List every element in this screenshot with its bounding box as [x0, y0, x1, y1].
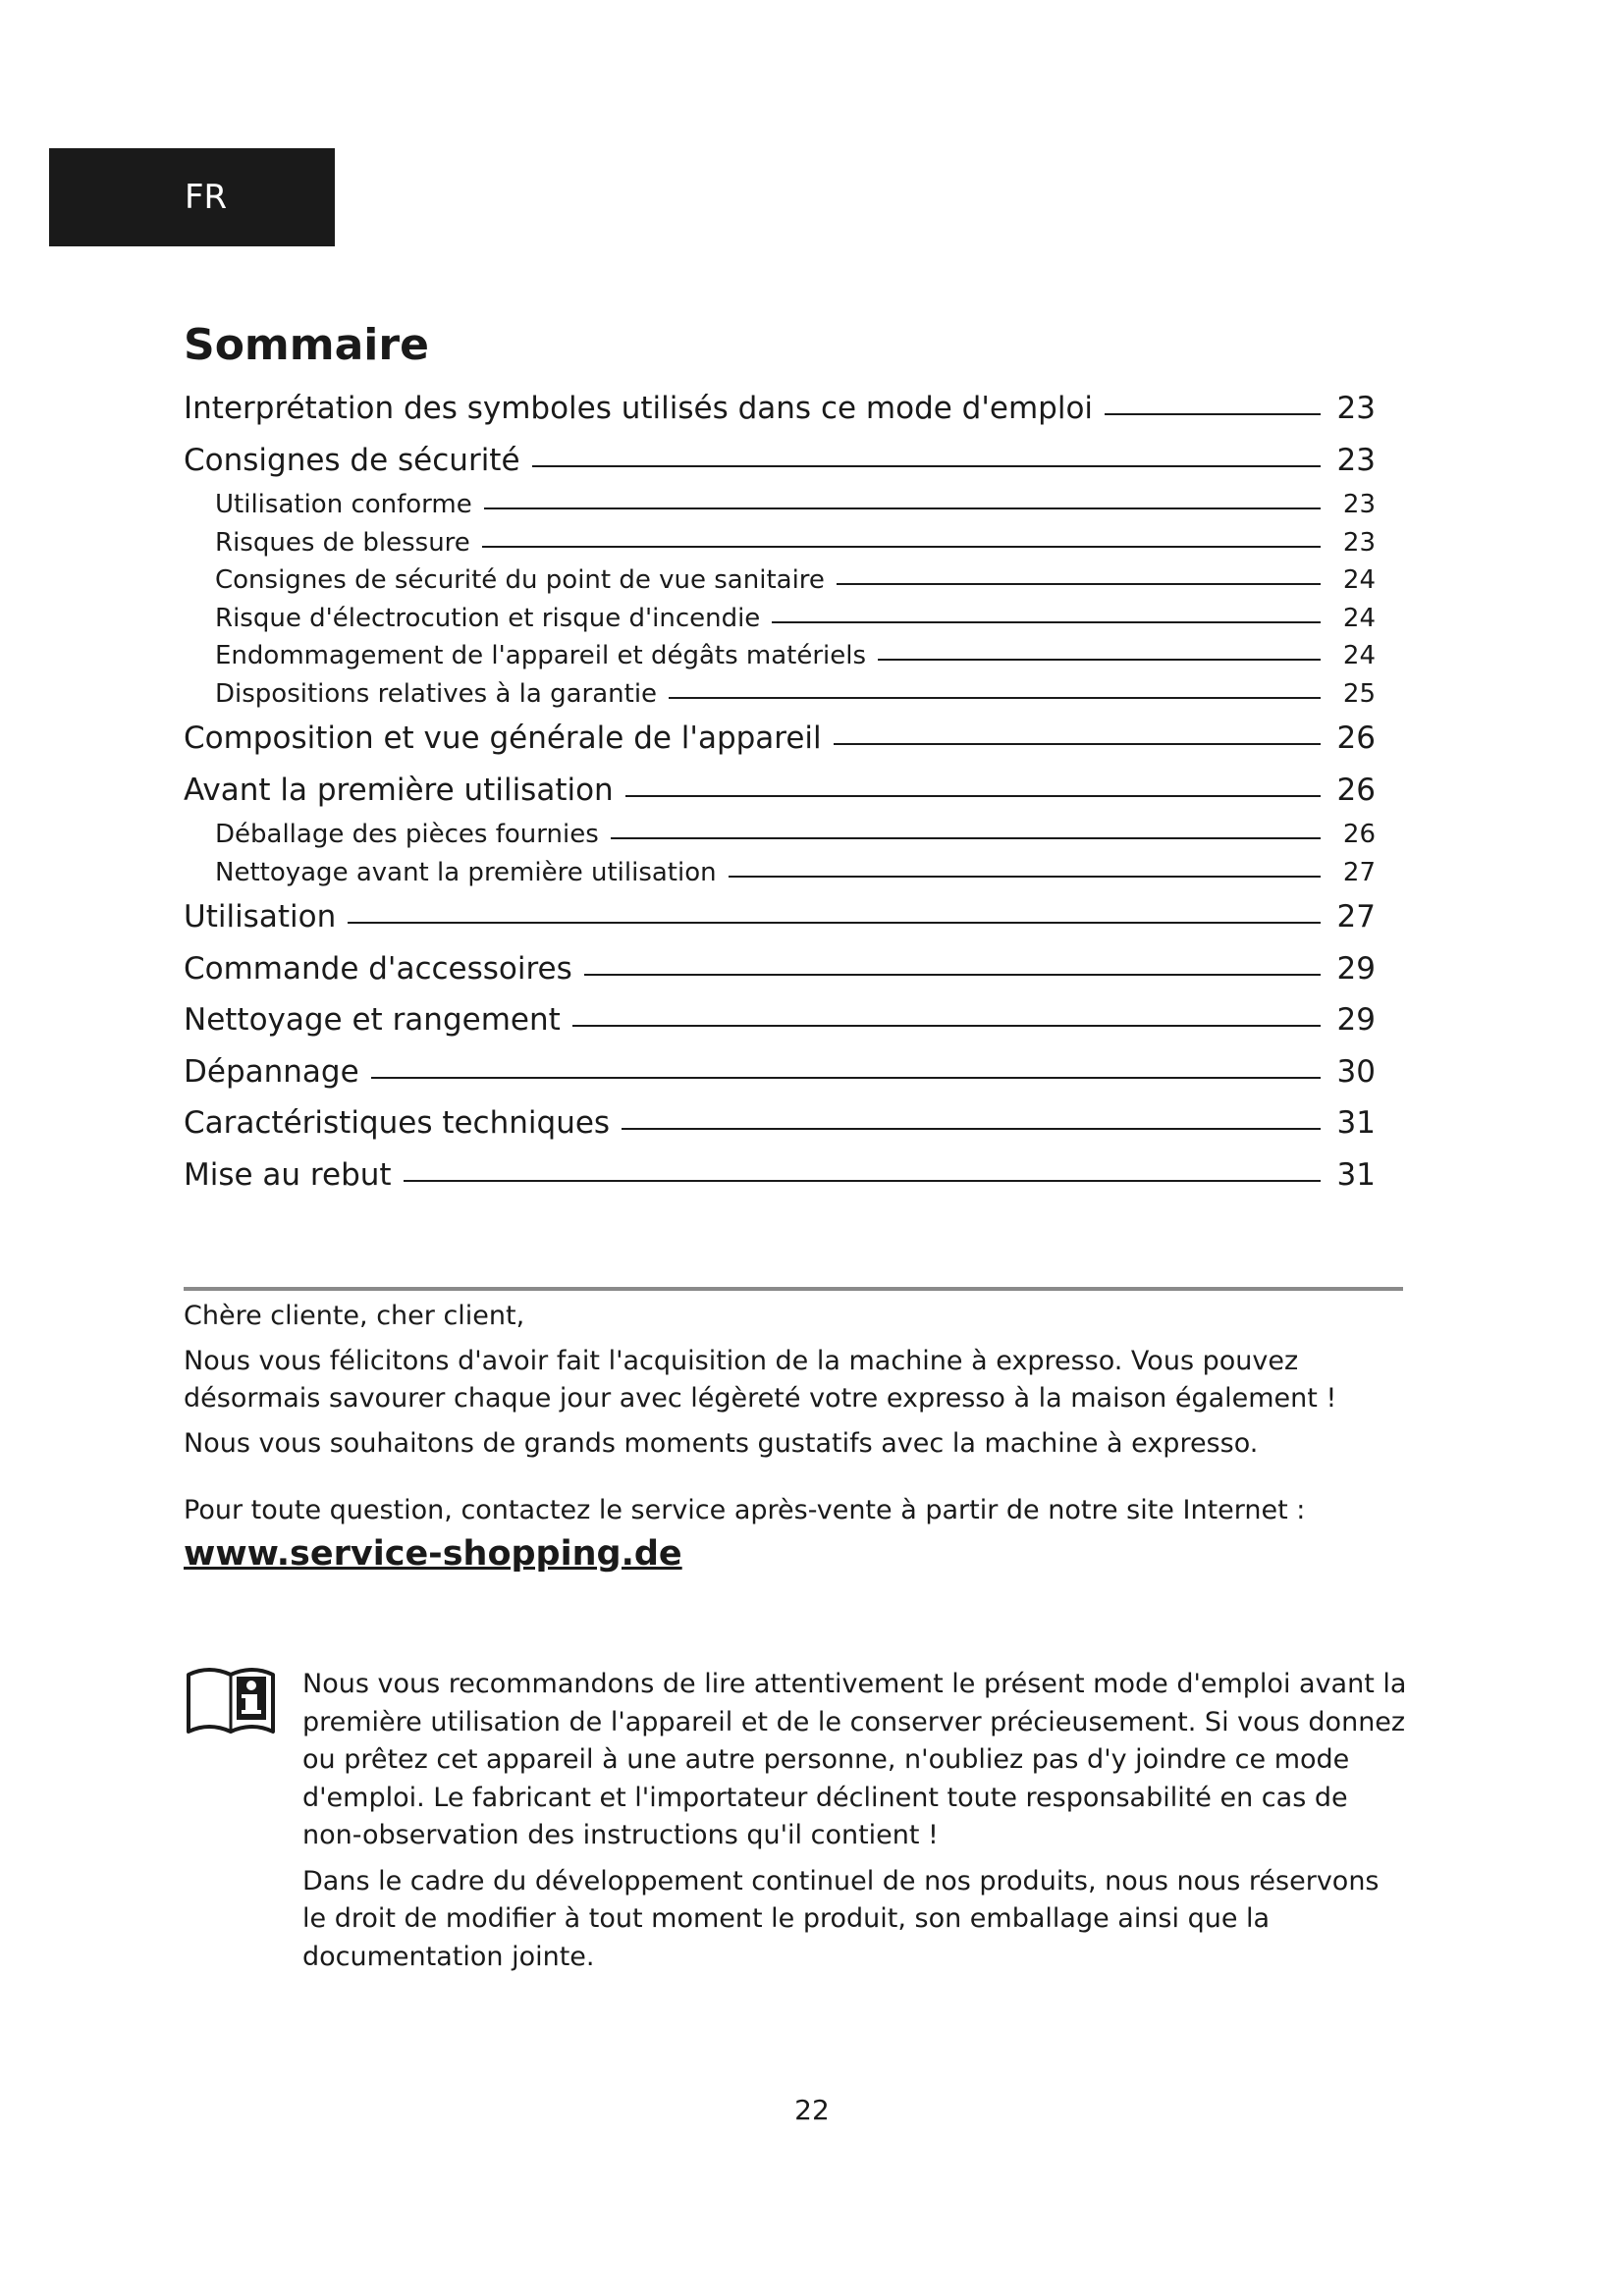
- toc-leader-line: [482, 546, 1321, 548]
- language-label: FR: [185, 178, 228, 217]
- toc-entry[interactable]: [184, 713, 1376, 765]
- toc-entry-page: 24: [1342, 641, 1376, 670]
- toc-entry-label: Consignes de sécurité du point de vue sanitaire: [215, 565, 825, 595]
- toc-entry-label: Caractéristiques techniques: [184, 1105, 611, 1141]
- toc-leader-line: [837, 583, 1321, 585]
- toc-leader-line: [625, 795, 1321, 797]
- toc-leader-line: [772, 621, 1321, 623]
- toc-entry-label: Composition et vue générale de l'appareil: [184, 721, 822, 756]
- toc-entry-page: 29: [1336, 1002, 1376, 1038]
- toc-entry-page: 26: [1342, 820, 1376, 849]
- toc-leader-line: [834, 743, 1321, 745]
- toc-entry-page: 23: [1342, 490, 1376, 519]
- toc-entry-label: Commande d'accessoires: [184, 950, 572, 987]
- toc-entry-page: 23: [1336, 442, 1376, 478]
- notice-paragraph-1: Nous vous recommandons de lire attentivement le présent mode d'emploi avant la première utilisation de l'appareil et de le conserver précieusement. Si vous donnez ou prêtez cet appareil à une autre personne, n'oubliez pas d'y joindre ce mode d'emploi. Le fabricant et l'importateur déclinent toute responsabilité en cas de non-observation des instructions qu'il contient !: [302, 1669, 1407, 1850]
- toc-leader-line: [878, 659, 1321, 661]
- toc-entry-label: Déballage des pièces fournies: [215, 820, 599, 849]
- toc-entry-label: Endommagement de l'appareil et dégâts matériels: [215, 641, 867, 670]
- toc-entry[interactable]: [184, 891, 1376, 943]
- toc-entry-label: Risque d'électrocution et risque d'incendie: [215, 603, 761, 633]
- toc-leader-line: [622, 1128, 1321, 1130]
- toc-entry-page: 24: [1342, 603, 1376, 633]
- toc-leader-line: [1105, 413, 1321, 415]
- toc-entry-label: Dispositions relatives à la garantie: [215, 678, 658, 709]
- toc-entry[interactable]: [184, 1046, 1376, 1098]
- toc-entry[interactable]: [184, 1097, 1376, 1149]
- toc-leader-line: [371, 1077, 1321, 1079]
- toc-leader-line: [484, 507, 1321, 509]
- toc-entry-page: 26: [1336, 721, 1376, 756]
- intro-paragraph-1: Nous vous félicitons d'avoir fait l'acquisition de la machine à expresso. Vous pouvez désormais savourer chaque jour avec légèreté votre expresso à la maison également !: [184, 1346, 1337, 1414]
- toc-title: Sommaire: [184, 320, 429, 370]
- service-website-link[interactable]: www.service-shopping.de: [184, 1534, 682, 1574]
- toc-subentry[interactable]: [184, 486, 1376, 524]
- toc-entry-label: Utilisation: [184, 899, 337, 934]
- toc-entry[interactable]: [184, 765, 1376, 817]
- toc-subentry[interactable]: [184, 561, 1376, 600]
- toc-entry-label: Interprétation des symboles utilisés dans ce mode d'emploi: [184, 391, 1094, 426]
- intro-paragraph-2: Nous vous souhaitons de grands moments gustatifs avec la machine à expresso.: [184, 1428, 1259, 1459]
- toc-entry-page: 23: [1342, 527, 1376, 558]
- toc-entry[interactable]: [184, 383, 1376, 435]
- info-book-icon: [184, 1665, 278, 1739]
- toc-entry-page: 31: [1336, 1156, 1376, 1193]
- notice-paragraph-2: Dans le cadre du développement continuel de nos produits, nous nous réservons le droit de modifier à tout moment le produit, son emballage ainsi que la documentation jointe.: [302, 1865, 1380, 1972]
- toc-entry[interactable]: [184, 994, 1376, 1046]
- toc-subentry[interactable]: [184, 816, 1376, 854]
- toc-entry-label: Utilisation conforme: [215, 490, 472, 519]
- intro-section: [184, 1298, 1403, 1576]
- toc-leader-line: [572, 1025, 1321, 1027]
- toc-entry-page: 26: [1336, 772, 1376, 808]
- toc-entry-page: 24: [1342, 565, 1376, 595]
- toc-entry-label: Avant la première utilisation: [184, 772, 614, 808]
- toc-leader-line: [584, 974, 1321, 976]
- toc-leader-line: [532, 465, 1321, 467]
- toc-entry-page: 25: [1342, 678, 1376, 709]
- contact-text: Pour toute question, contactez le service après-vente à partir de notre site Internet :: [184, 1495, 1306, 1525]
- table-of-contents: [184, 383, 1376, 1201]
- toc-entry-label: Nettoyage et rangement: [184, 1002, 561, 1038]
- toc-entry-label: Mise au rebut: [184, 1156, 392, 1193]
- toc-entry-label: Consignes de sécurité: [184, 442, 520, 478]
- toc-entry-page: 27: [1342, 857, 1376, 887]
- toc-subentry[interactable]: [184, 675, 1376, 714]
- toc-entry-label: Dépannage: [184, 1053, 359, 1090]
- toc-entry-page: 27: [1336, 899, 1376, 934]
- toc-entry-label: Risques de blessure: [215, 527, 470, 558]
- toc-leader-line: [404, 1180, 1321, 1182]
- toc-entry[interactable]: [184, 1149, 1376, 1201]
- toc-entry[interactable]: [184, 943, 1376, 995]
- toc-leader-line: [611, 837, 1321, 839]
- toc-subentry[interactable]: [184, 524, 1376, 562]
- toc-leader-line: [669, 697, 1321, 699]
- toc-subentry[interactable]: [184, 600, 1376, 638]
- toc-subentry[interactable]: [184, 854, 1376, 892]
- language-tab: [49, 148, 335, 246]
- toc-subentry[interactable]: [184, 637, 1376, 675]
- toc-entry[interactable]: [184, 435, 1376, 487]
- toc-leader-line: [348, 922, 1321, 924]
- page-number: 22: [794, 2094, 830, 2126]
- toc-leader-line: [729, 876, 1321, 878]
- toc-entry-page: 30: [1336, 1053, 1376, 1090]
- toc-entry-page: 31: [1336, 1105, 1376, 1141]
- greeting: Chère cliente, cher client,: [184, 1301, 525, 1331]
- divider: [184, 1287, 1403, 1291]
- toc-entry-page: 23: [1336, 391, 1376, 426]
- toc-entry-page: 29: [1336, 950, 1376, 987]
- notice-section: [302, 1666, 1407, 1984]
- toc-entry-label: Nettoyage avant la première utilisation: [215, 857, 717, 887]
